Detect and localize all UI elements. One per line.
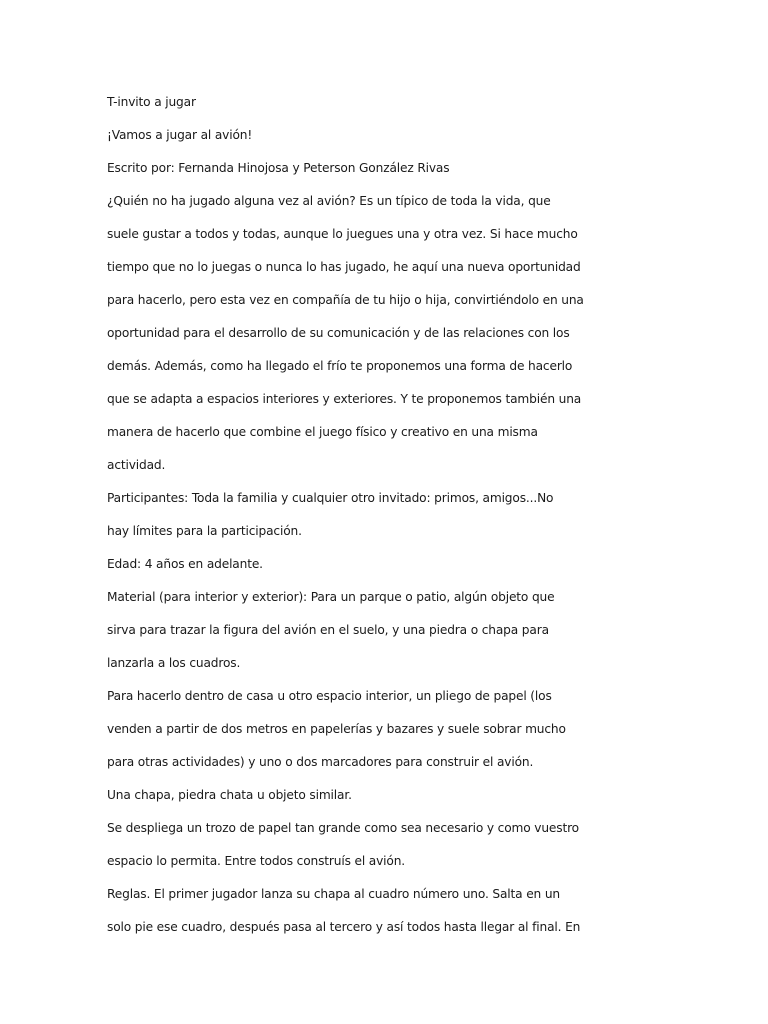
text-line: manera de hacerlo que combine el juego físico y creativo en una misma xyxy=(107,425,538,439)
text-line: demás. Además, como ha llegado el frío te proponemos una forma de hacerlo xyxy=(107,359,573,373)
text-line: suele gustar a todos y todas, aunque lo juegues una y otra vez. Si hace mucho xyxy=(107,227,578,241)
text-line: tiempo que no lo juegas o nunca lo has jugado, he aquí una nueva oportunidad xyxy=(107,260,581,274)
text-line: venden a partir de dos metros en papelerías y bazares y suele sobrar mucho xyxy=(107,722,566,736)
text-line: Edad: 4 años en adelante. xyxy=(107,557,263,571)
text-line: lanzarla a los cuadros. xyxy=(107,656,241,670)
text-line: solo pie ese cuadro, después pasa al tercero y así todos hasta llegar al final. En xyxy=(107,920,581,934)
text-line: Una chapa, piedra chata u objeto similar. xyxy=(107,788,352,802)
text-line: Material (para interior y exterior): Para un parque o patio, algún objeto que xyxy=(107,590,555,604)
text-line: para hacerlo, pero esta vez en compañía de tu hijo o hija, convirtiéndolo en una xyxy=(107,293,584,307)
text-line: espacio lo permita. Entre todos construís el avión. xyxy=(107,854,406,868)
doc-subtitle: ¡Vamos a jugar al avión! xyxy=(107,128,253,142)
doc-title: T-invito a jugar xyxy=(107,95,196,109)
text-line: para otras actividades) y uno o dos marcadores para construir el avión. xyxy=(107,755,534,769)
text-line: que se adapta a espacios interiores y exteriores. Y te proponemos también una xyxy=(107,392,582,406)
text-line: sirva para trazar la figura del avión en el suelo, y una piedra o chapa para xyxy=(107,623,549,637)
doc-authors: Escrito por: Fernanda Hinojosa y Peterson González Rivas xyxy=(107,161,450,175)
text-line: Para hacerlo dentro de casa u otro espacio interior, un pliego de papel (los xyxy=(107,689,552,703)
text-line: ¿Quién no ha jugado alguna vez al avión? Es un típico de toda la vida, que xyxy=(107,194,551,208)
text-line: Se despliega un trozo de papel tan grande como sea necesario y como vuestro xyxy=(107,821,579,835)
text-line: actividad. xyxy=(107,458,166,472)
text-line: hay límites para la participación. xyxy=(107,524,302,538)
text-line: Participantes: Toda la familia y cualquier otro invitado: primos, amigos...No xyxy=(107,491,554,505)
text-line: Reglas. El primer jugador lanza su chapa al cuadro número uno. Salta en un xyxy=(107,887,561,901)
text-line: oportunidad para el desarrollo de su comunicación y de las relaciones con los xyxy=(107,326,570,340)
